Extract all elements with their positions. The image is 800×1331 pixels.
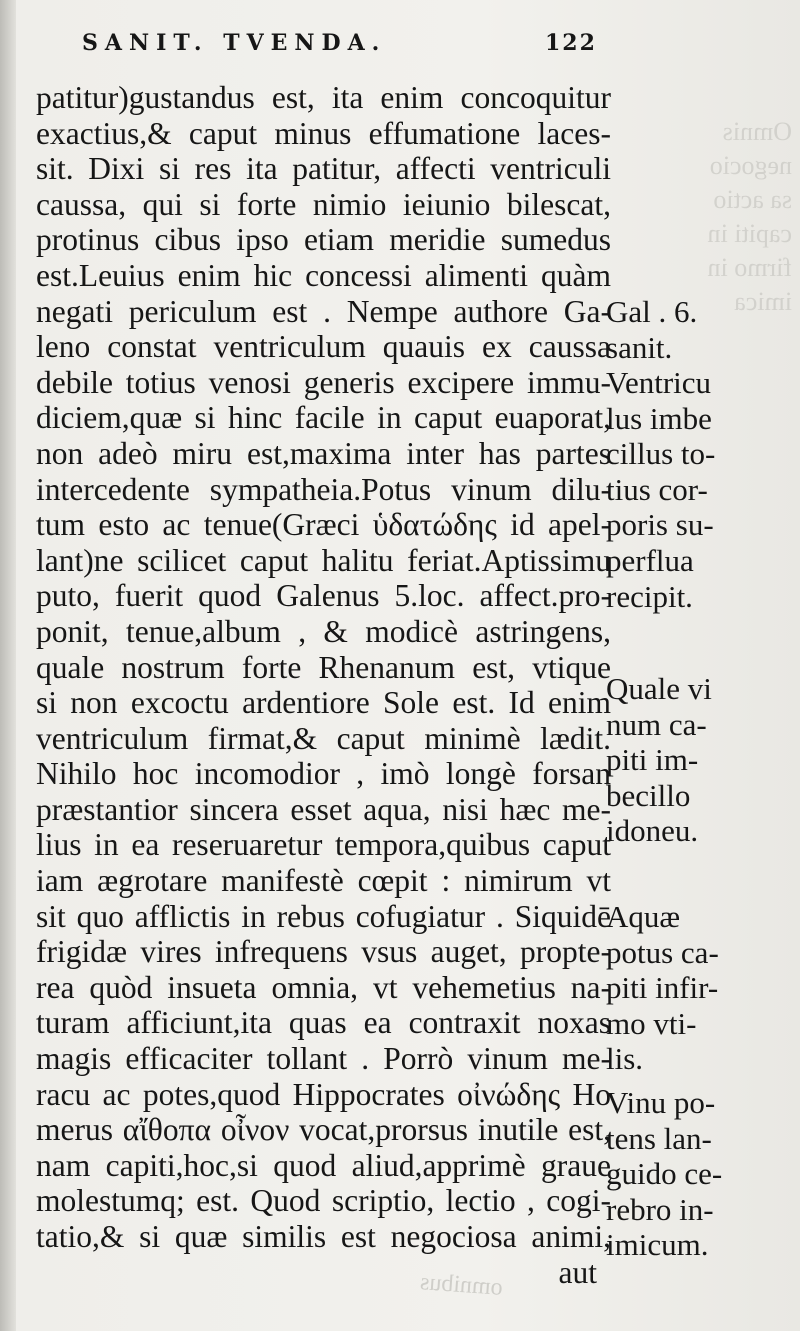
- text-line: intercedente sympatheia.Potus vinum dilu-: [36, 471, 611, 507]
- text-line: præstantior sincera esset aqua, nisi hæc me-: [36, 791, 611, 827]
- text-line: est.Leuius enim hic concessi alimenti quàm: [36, 257, 611, 293]
- note-line: num ca-: [606, 706, 707, 742]
- text-line: exactius,& caput minus effumatione laces-: [36, 115, 611, 151]
- note-line: becillo: [606, 777, 691, 813]
- bleed-through-text: Omnis negocio sa actio capiti in firmo in imica: [707, 117, 792, 316]
- note-line: piti infir-: [606, 970, 719, 1006]
- text-line: nam capiti,hoc,si quod aliud,apprimè graue: [36, 1147, 611, 1183]
- note-line: tius cor-: [606, 471, 708, 507]
- note-line: lus imbe: [606, 400, 712, 436]
- text-line: tum esto ac tenue(Græci ὑδατώδης id apel-: [36, 507, 611, 543]
- text-line: sit. Dixi si res ita patitur, affecti ventriculi: [36, 151, 611, 187]
- note-line: Ventricu: [606, 365, 712, 400]
- marginal-note-aquae: [606, 899, 791, 1077]
- note-line: Quale vi: [606, 671, 712, 706]
- note-line: tens lan-: [606, 1120, 712, 1156]
- text-line: rea quòd insueta omnia, vt vehemetius na-: [36, 969, 611, 1005]
- text-line: debile totius venosi generis excipere immu-: [36, 364, 611, 400]
- text-line: si non excoctu ardentiore Sole est. Id enim: [36, 685, 611, 721]
- page-number: 122: [545, 30, 597, 56]
- note-line: imicum.: [606, 1227, 709, 1263]
- note-line: mo vti-: [606, 1005, 697, 1041]
- text-line: quale nostrum forte Rhenanum est, vtique: [36, 649, 611, 685]
- running-head: [82, 22, 602, 66]
- text-line: protinus cibus ipso etiam meridie sumedus: [36, 222, 611, 258]
- text-line: puto, fuerit quod Galenus 5.loc. affect.pro-: [36, 578, 611, 614]
- note-line: Aquæ: [606, 899, 681, 934]
- text-line: iam ægrotare manifestè cœpit : nimirum vt: [36, 863, 611, 899]
- text-line: ventriculum firmat,& caput minimè lædit.: [36, 720, 611, 756]
- text-line: negati periculum est . Nempe authore Ga-: [36, 293, 611, 329]
- note-line: Vinu po-: [606, 1085, 716, 1120]
- note-line: idoneu.: [606, 813, 699, 849]
- marginal-note-ventriculus: [606, 365, 791, 614]
- note-line: cillus to-: [606, 436, 716, 472]
- note-line: potus ca-: [606, 934, 719, 970]
- marginal-note-vinum-potens: [606, 1085, 791, 1263]
- text-line: turam afficiunt,ita quas ea contraxit noxas: [36, 1005, 611, 1041]
- text-line: lius in ea reseruaretur tempora,quibus caput: [36, 827, 611, 863]
- text-line: ponit, tenue,album , & modicè astringens,: [36, 613, 611, 649]
- note-line: sanit.: [606, 329, 673, 365]
- note-line: perflua: [606, 542, 694, 578]
- marginal-note-vinum: [606, 671, 791, 849]
- text-line: merus αἴθοπα οἶνον vocat,prorsus inutile est,: [36, 1112, 611, 1148]
- note-line: Gal . 6.: [606, 294, 698, 329]
- marginal-note-gal: [606, 294, 791, 365]
- text-line: lant)ne scilicet caput halitu feriat.Aptissimu: [36, 542, 611, 578]
- text-line: Nihilo hoc incomodior , imò longè forsan: [36, 756, 611, 792]
- main-text-column: [36, 80, 611, 1290]
- text-line: frigidæ vires infrequens vsus auget, propte-: [36, 934, 611, 970]
- note-line: lis.: [606, 1041, 644, 1077]
- text-line: caussa, qui si forte nimio ieiunio bilescat,: [36, 186, 611, 222]
- note-line: guido ce-: [606, 1156, 723, 1192]
- running-head-title: SANIT. TVENDA.: [82, 30, 387, 56]
- text-line: molestumq; est. Quod scriptio, lectio , cogi-: [36, 1183, 611, 1219]
- text-line: tatio,& si quæ similis est negociosa animi,: [36, 1219, 611, 1254]
- text-line: sit quo afflictis in rebus cofugiatur . Siquidē: [36, 898, 611, 934]
- text-line: non adeò miru est,maxima inter has partes: [36, 435, 611, 471]
- text-line: diciem,quæ si hinc facile in caput euaporat,: [36, 400, 611, 436]
- text-line: racu ac potes,quod Hippocrates οἰνώδης Ho: [36, 1076, 611, 1112]
- note-line: recipit.: [606, 578, 693, 614]
- page-gutter-shadow: [0, 0, 16, 1331]
- note-line: poris su-: [606, 507, 714, 543]
- text-line: patitur)gustandus est, ita enim concoquitur: [36, 80, 611, 115]
- text-line: aut: [558, 1254, 597, 1290]
- text-line: magis efficaciter tollant . Porrò vinum me-: [36, 1041, 611, 1077]
- text-line: leno constat ventriculum quauis ex caussa: [36, 329, 611, 365]
- note-line: rebro in-: [606, 1191, 714, 1227]
- note-line: piti im-: [606, 742, 699, 778]
- bleed-through-footer: omnibus: [419, 1269, 504, 1301]
